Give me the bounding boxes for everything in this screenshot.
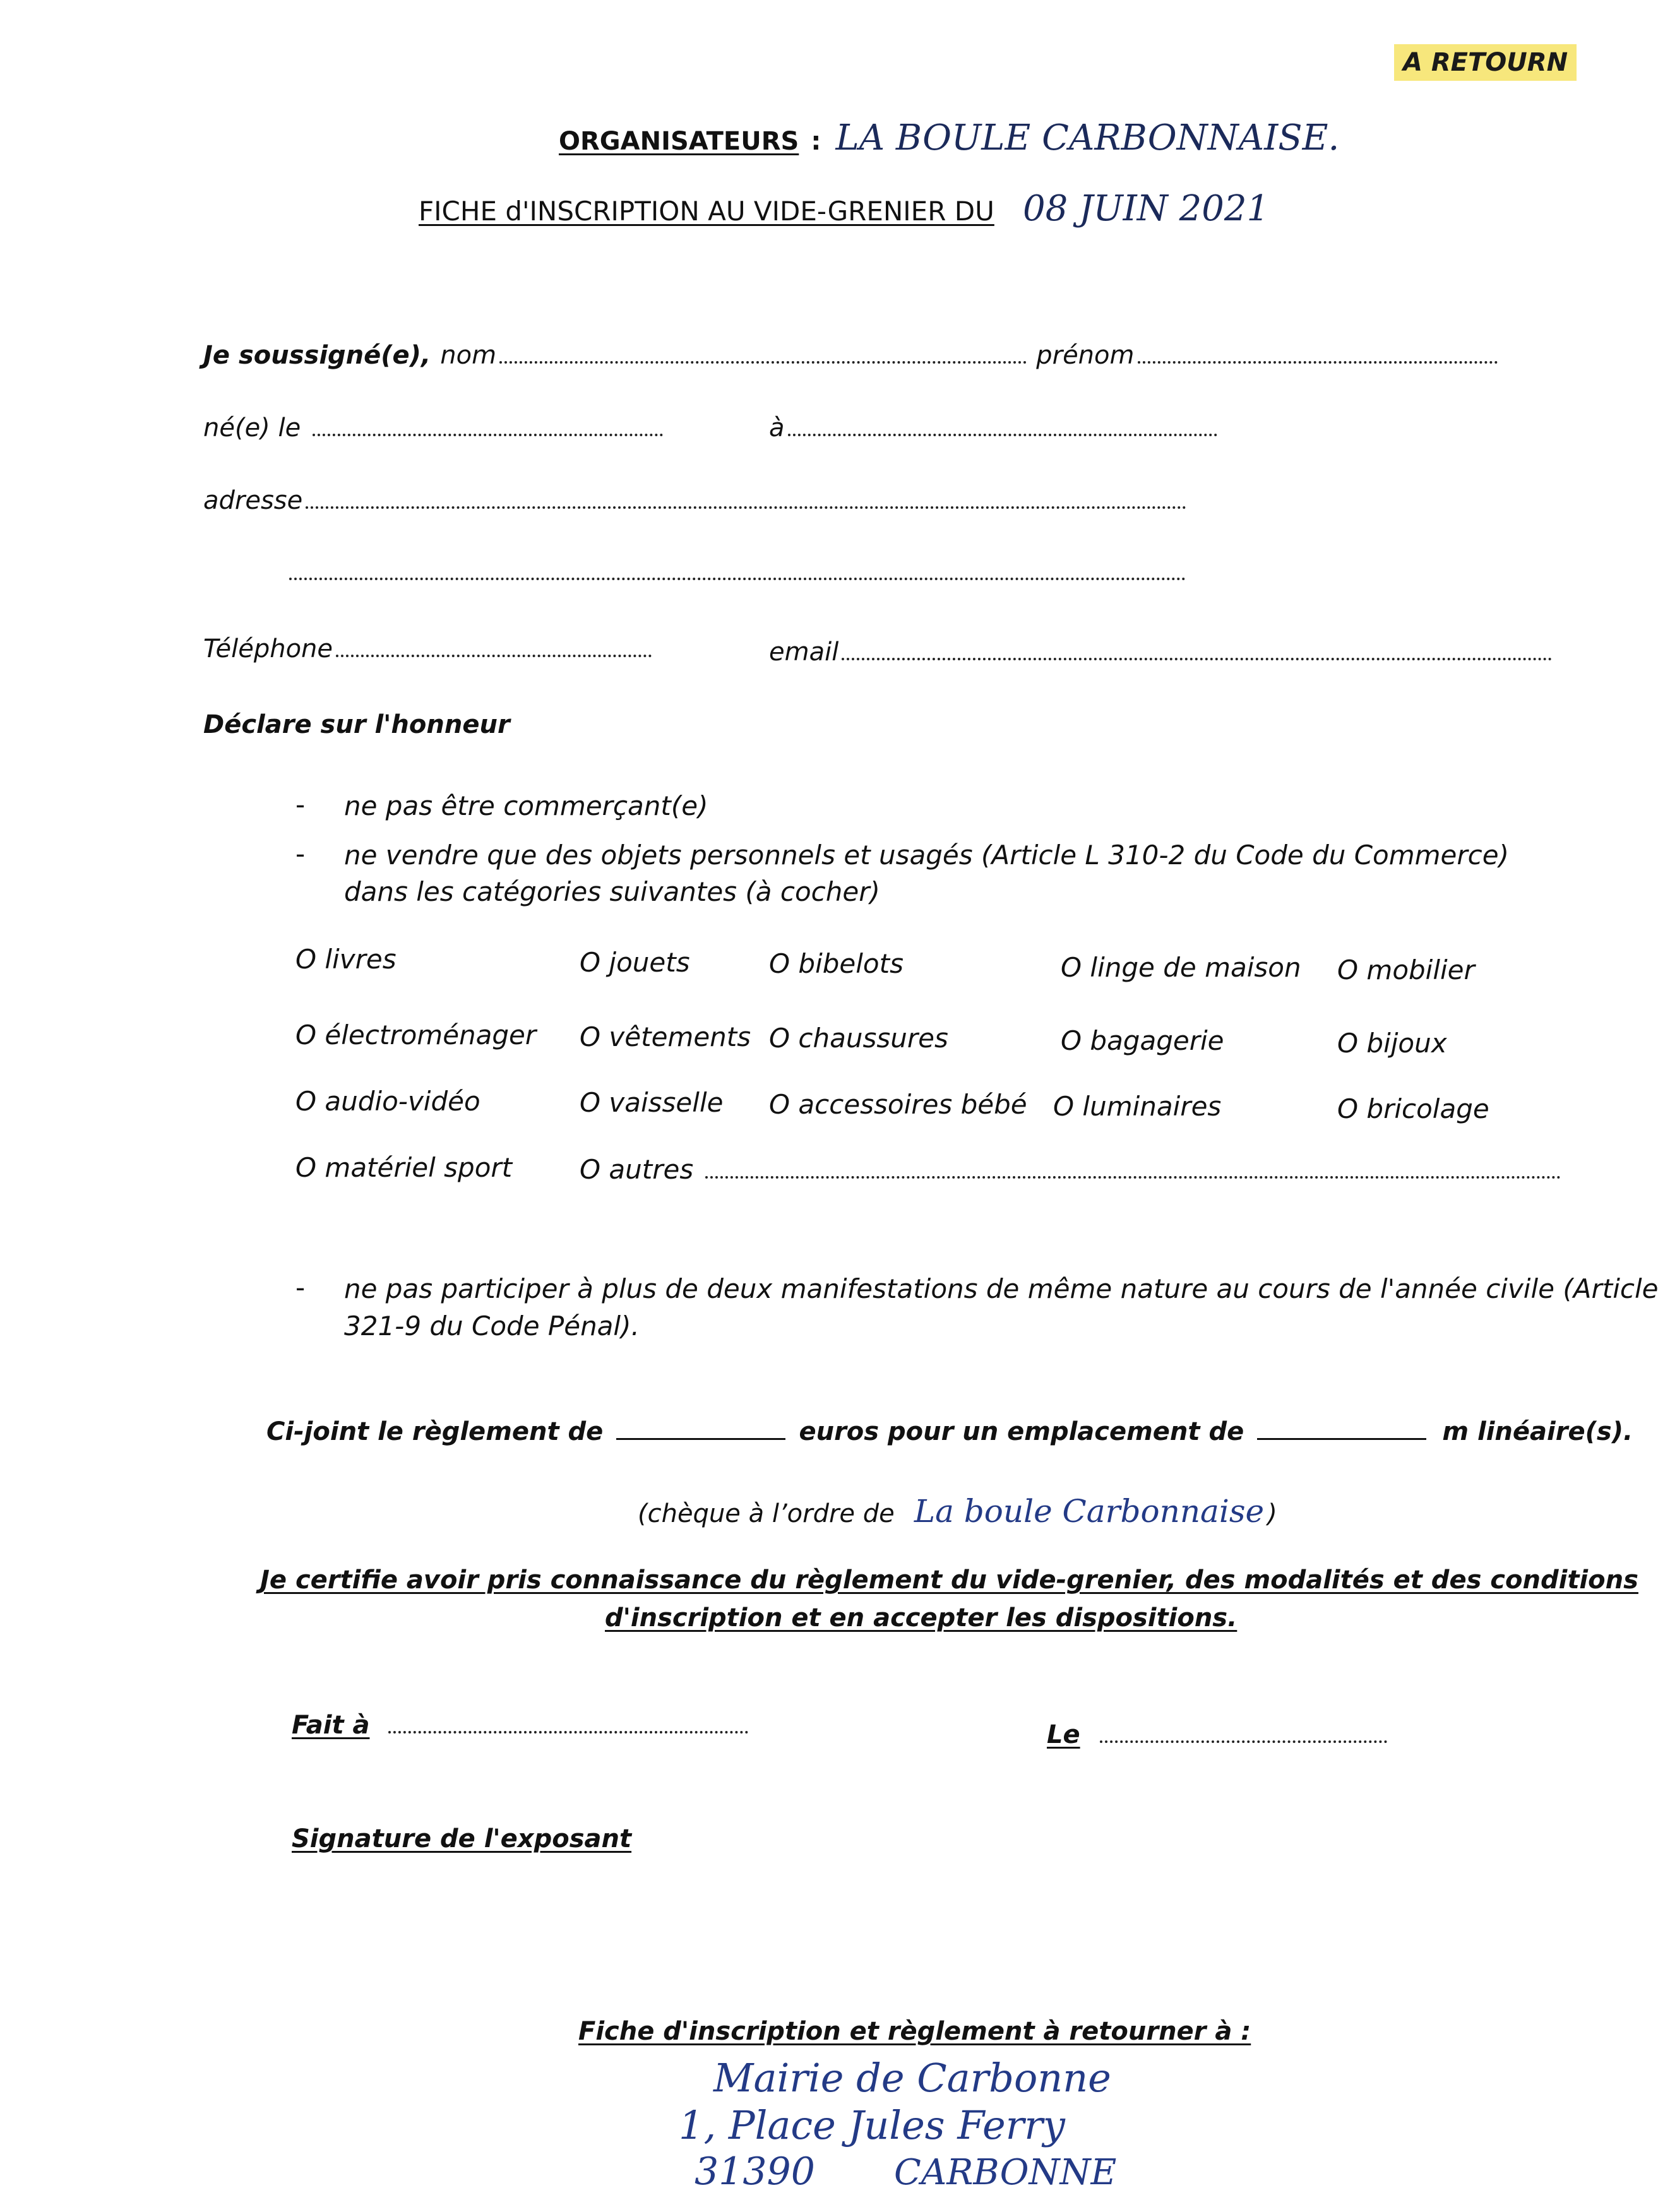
declaration-item-1: ne pas être commerçant(e)	[344, 790, 708, 821]
category-chaussures[interactable]: O chaussures	[769, 1023, 948, 1054]
adresse-label: adresse	[203, 486, 303, 515]
lieu-field[interactable]	[788, 415, 1217, 436]
dash-2: -	[295, 838, 306, 869]
category-vetements[interactable]: O vêtements	[580, 1021, 751, 1052]
le-row	[1047, 1720, 1387, 1749]
category-accessoires-bebe[interactable]: O accessoires bébé	[769, 1089, 1027, 1120]
fiche-title-row	[419, 188, 1269, 229]
fiche-date: 08 JUIN 2021	[1022, 188, 1270, 229]
adresse-row	[203, 486, 1186, 515]
fiche-title: FICHE d'INSCRIPTION AU VIDE-GRENIER DU	[419, 196, 994, 227]
lineaires-label: m linéaire(s).	[1442, 1417, 1633, 1446]
certify-line-1: Je certifie avoir pris connaissance du règlement du vide-grenier, des modalités et des conditions	[260, 1566, 1638, 1595]
category-livres[interactable]: O livres	[295, 944, 397, 975]
return-line-3	[695, 2150, 1116, 2194]
category-electromenager[interactable]: O électroménager	[295, 1020, 537, 1050]
prenom-label: prénom	[1036, 341, 1135, 370]
dash-3: -	[295, 1272, 306, 1303]
cheque-value: La boule Carbonnaise	[914, 1493, 1265, 1530]
category-autres-row	[580, 1154, 1561, 1185]
telephone-field[interactable]	[336, 636, 652, 657]
cheque-suffix: )	[1267, 1499, 1277, 1528]
email-row	[769, 638, 1552, 667]
length-field[interactable]	[1257, 1419, 1426, 1440]
a-label: à	[769, 413, 785, 443]
category-mobilier[interactable]: O mobilier	[1337, 954, 1475, 985]
category-materiel-sport[interactable]: O matériel sport	[295, 1152, 513, 1183]
telephone-label: Téléphone	[203, 634, 333, 663]
certify-line-2: d'inscription et en accepter les dispositions.	[605, 1603, 1238, 1632]
organisateurs-row	[559, 117, 1339, 158]
category-bagagerie[interactable]: O bagagerie	[1061, 1025, 1224, 1056]
fait-a-label: Fait à	[292, 1711, 370, 1740]
soussigne-label: Je soussigné(e),	[203, 341, 431, 370]
category-luminaires[interactable]: O luminaires	[1053, 1091, 1222, 1122]
fait-a-field[interactable]	[388, 1712, 748, 1733]
category-jouets[interactable]: O jouets	[580, 947, 690, 978]
declaration-title: Déclare sur l'honneur	[203, 710, 510, 739]
category-bibelots[interactable]: O bibelots	[769, 948, 904, 979]
category-bijoux[interactable]: O bijoux	[1337, 1028, 1447, 1059]
ne-le-field[interactable]	[313, 415, 663, 436]
declaration-item-3-line-2: 321-9 du Code Pénal).	[344, 1311, 640, 1341]
return-city: CARBONNE	[893, 2152, 1117, 2193]
category-audio-video[interactable]: O audio-vidéo	[295, 1086, 480, 1117]
prenom-field[interactable]	[1138, 342, 1498, 364]
email-label: email	[769, 638, 839, 667]
lieu-row	[769, 413, 1217, 443]
category-autres[interactable]: O autres	[580, 1154, 694, 1185]
fait-a-row	[292, 1711, 748, 1740]
declaration-item-2-line-2: dans les catégories suivantes (à cocher)	[344, 876, 880, 907]
return-line-1: Mairie de Carbonne	[713, 2055, 1111, 2101]
nom-label: nom	[440, 341, 497, 370]
declaration-item-2-line-1: ne vendre que des objets personnels et usagés (Article L 310-2 du Code du Commerce)	[344, 840, 1509, 871]
return-line-2: 1, Place Jules Ferry	[679, 2102, 1065, 2148]
declaration-item-3-line-1: ne pas participer à plus de deux manifestations de même nature au cours de l'année civile (Article	[344, 1273, 1658, 1304]
adresse-field[interactable]	[306, 487, 1186, 509]
le-field[interactable]	[1100, 1721, 1387, 1743]
dash-1: -	[295, 789, 306, 820]
category-bricolage[interactable]: O bricolage	[1337, 1093, 1489, 1124]
adresse-field-2[interactable]	[289, 559, 1186, 580]
organisateurs-label: ORGANISATEURS	[559, 127, 799, 156]
signature-label: Signature de l'exposant	[292, 1824, 632, 1853]
email-field[interactable]	[842, 639, 1552, 660]
autres-field[interactable]	[705, 1157, 1561, 1179]
adresse-row-2	[289, 559, 1186, 583]
category-linge-de-maison[interactable]: O linge de maison	[1061, 952, 1301, 983]
organisateurs-value: LA BOULE CARBONNAISE.	[835, 117, 1340, 158]
nom-row	[203, 341, 1498, 370]
return-tag: A RETOURN	[1394, 44, 1577, 81]
nom-field[interactable]	[499, 342, 1027, 364]
cheque-prefix: (chèque à l’ordre de	[638, 1499, 895, 1528]
ne-le-label: né(e) le	[203, 413, 301, 443]
naissance-row	[203, 413, 663, 443]
payment-row	[266, 1417, 1633, 1446]
amount-field[interactable]	[616, 1419, 785, 1440]
euros-label: euros pour un emplacement de	[799, 1417, 1244, 1446]
cheque-row	[638, 1493, 1277, 1530]
return-zip: 31390	[695, 2150, 815, 2194]
telephone-row	[203, 634, 652, 663]
category-vaisselle[interactable]: O vaisselle	[580, 1087, 724, 1118]
return-title: Fiche d'inscription et règlement à retourner à :	[578, 2017, 1251, 2046]
organisateurs-sep: :	[811, 127, 821, 156]
ci-joint-label: Ci-joint le règlement de	[266, 1417, 604, 1446]
le-label: Le	[1047, 1720, 1080, 1749]
